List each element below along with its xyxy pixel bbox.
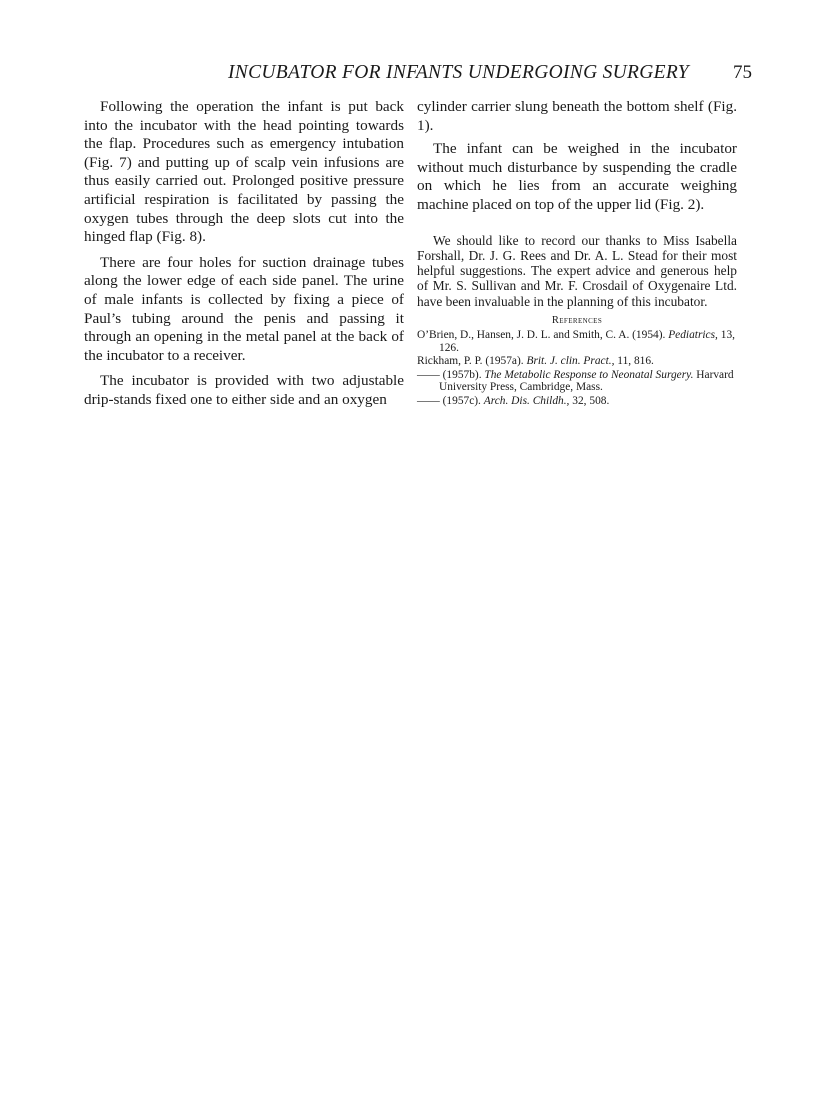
body-paragraph: There are four holes for suction drainage tubes along the lower edge of each side panel. The urine of male infants is collected by fixing a piece of Paul’s tubing around the penis and passing it through an opening in the metal panel at the back of the incubator to a receiver. — [84, 253, 404, 364]
reference-source: Arch. Dis. Childh., — [483, 395, 570, 408]
reference-source: Brit. J. clin. Pract., — [526, 355, 615, 368]
reference-authors: Rickham, P. P. (1957a). — [417, 355, 524, 368]
body-paragraph: cylinder carrier slung beneath the bottom shelf (Fig. 1). — [417, 98, 737, 134]
left-column — [84, 98, 404, 417]
reference-source: Pediatrics, — [668, 329, 718, 342]
reference-item — [417, 355, 737, 368]
reference-detail: Harvard University Press, Cambridge, Mass. — [439, 368, 734, 394]
reference-authors: O’Brien, D., Hansen, J. D. L. and Smith, C. A. (1954). — [417, 329, 666, 342]
reference-authors: —— (1957c). — [417, 395, 481, 408]
reference-authors: —— (1957b). — [417, 368, 482, 381]
reference-source: The Metabolic Response to Neonatal Surgery. — [484, 368, 694, 381]
running-head — [0, 62, 816, 86]
reference-detail: 32, 508. — [572, 395, 610, 408]
reference-item — [417, 329, 737, 354]
references-heading: References — [551, 315, 603, 327]
reference-detail: 13, 126. — [439, 329, 735, 354]
right-column — [417, 98, 737, 409]
reference-detail: 11, 816. — [617, 355, 654, 368]
body-paragraph: The incubator is provided with two adjustable drip-stands fixed one to either side and an oxygen — [84, 372, 404, 408]
body-paragraph: The infant can be weighed in the incubator without much disturbance by suspending the cradle on which he lies from an accurate weighing machine placed on top of the upper lid (Fig. 2). — [417, 140, 737, 213]
page-number: 75 — [733, 62, 752, 83]
body-paragraph: Following the operation the infant is put back into the incubator with the head pointing towards the flap. Procedures such as emergency intubation (Fig. 7) and putting up of scalp vein infusions are thus easily carried out. Prolonged positive pressure artificial respiration is facilitated by passing the oxygen tubes through the deep slots cut into the hinged flap (Fig. 8). — [84, 98, 404, 246]
reference-item — [417, 395, 737, 408]
acknowledgement: We should like to record our thanks to Miss Isabella Forshall, Dr. J. G. Rees and Dr. A. L. Stead for their most helpful suggestions. The expert advice and generous help of Mr. S. Sullivan and Mr. F. Crosdail of Oxygenaire Ltd. have been invaluable in the planning of this incubator. — [417, 232, 737, 309]
reference-list — [417, 329, 737, 408]
running-title: INCUBATOR FOR INFANTS UNDERGOING SURGERY — [228, 62, 689, 83]
reference-item — [417, 369, 737, 394]
